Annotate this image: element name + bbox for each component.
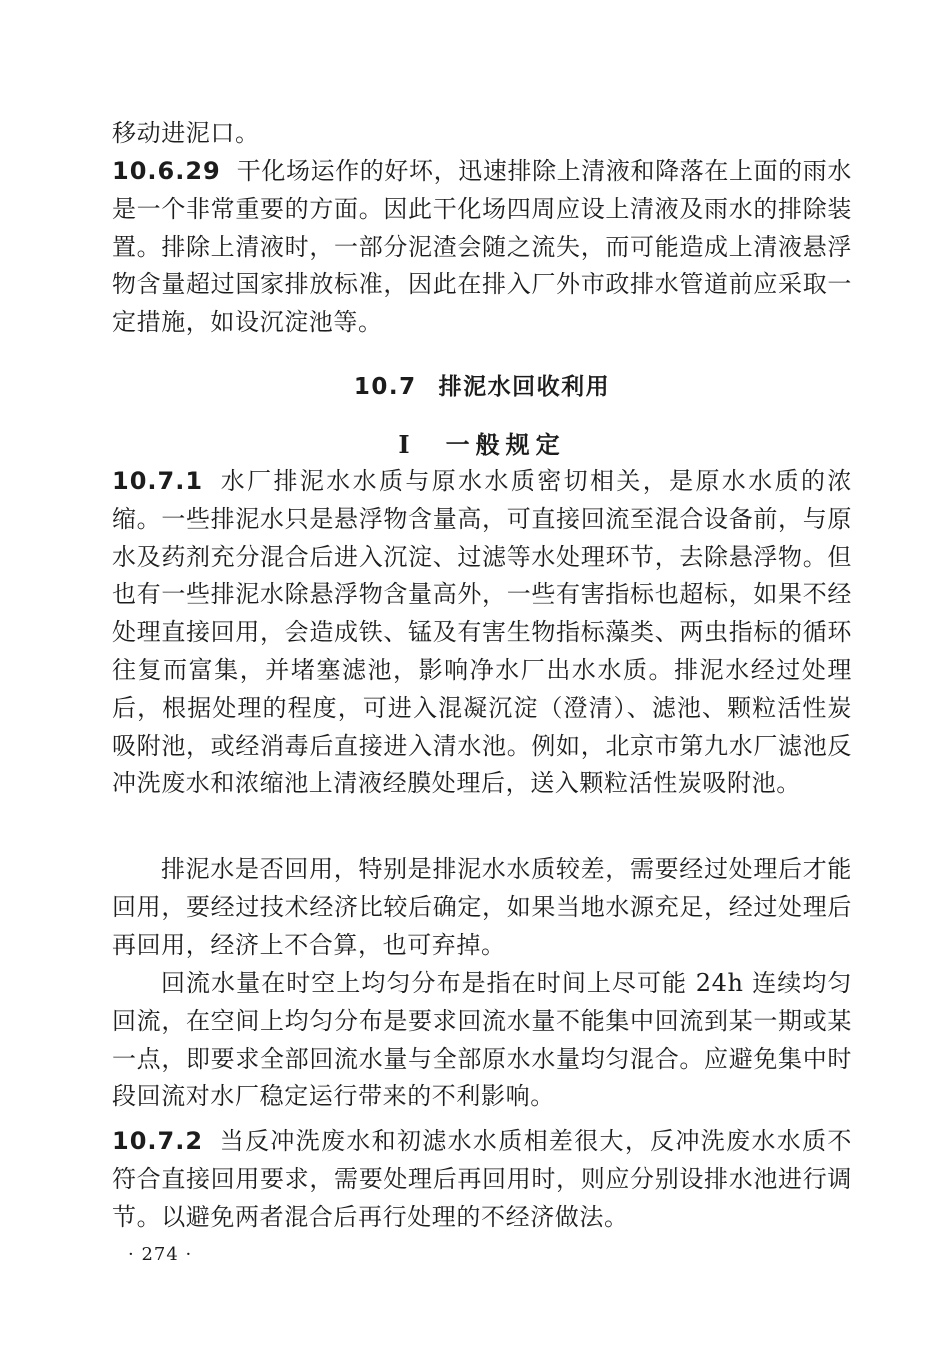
clause-number: 10.7.1 [112, 467, 204, 495]
clause-text: 当反冲洗废水和初滤水水质相差很大，反冲洗废水水质不符合直接回用要求，需要处理后再回用时，则应分别设排水池进行调节。以避免两者混合后再行处理的不经济做法。 [112, 1127, 852, 1231]
section-heading [112, 368, 852, 401]
section-number: 10.7 [353, 374, 417, 400]
clause-10-7-1 [112, 463, 852, 803]
subsection-title-text: 一般规定 [445, 430, 566, 459]
subsection-heading [112, 425, 852, 460]
clause-10-7-1-paragraph-2: 排泥水是否回用，特别是排泥水水质较差，需要经过处理后才能回用，要经过技术经济比较后确定，如果当地水源充足，经过处理后再回用，经济上不合算，也可弃掉。 [112, 855, 852, 959]
continued-paragraph: 移动进泥口。 [112, 119, 260, 147]
page-number: · 274 · [128, 1244, 193, 1265]
clause-10-7-2 [112, 1123, 852, 1236]
subsection-numeral: Ⅰ [398, 430, 416, 459]
clause-number: 10.6.29 [112, 157, 221, 185]
clause-10-7-1-paragraph-3: 回流水量在时空上均匀分布是指在时间上尽可能 24h 连续均匀回流，在空间上均匀分布是要求回流水量不能集中回流到某一期或某一点，即要求全部回流水量与全部原水水量均匀混合。应避免集中时段回流对水厂稳定运行带来的不利影响。 [112, 969, 852, 1111]
clause-number: 10.7.2 [112, 1127, 204, 1155]
clause-text: 干化场运作的好坏，迅速排除上清液和降落在上面的雨水是一个非常重要的方面。因此干化场四周应设上清液及雨水的排除装置。排除上清液时，一部分泥渣会随之流失，而可能造成上清液悬浮物含量超过国家排放标准，因此在排入厂外市政排水管道前应采取一定措施，如设沉淀池等。 [112, 157, 852, 337]
section-title-text: 排泥水回收利用 [438, 374, 611, 400]
clause-10-6-29 [112, 153, 852, 342]
clause-text: 水厂排泥水水质与原水水质密切相关，是原水水质的浓缩。一些排泥水只是悬浮物含量高，可直接回流至混合设备前，与原水及药剂充分混合后进入沉淀、过滤等水处理环节，去除悬浮物。但也有一些排泥水除悬浮物含量高外，一些有害指标也超标，如果不经处理直接回用，会造成铁、锰及有害生物指标藻类、两虫指标的循环往复而富集，并堵塞滤池，影响净水厂出水水质。排泥水经过处理后，根据处理的程度，可进入混凝沉淀（澄清）、滤池、颗粒活性炭吸附池，或经消毒后直接进入清水池。例如，北京市第九水厂滤池反冲洗废水和浓缩池上清液经膜处理后，送入颗粒活性炭吸附池。 [112, 467, 852, 798]
